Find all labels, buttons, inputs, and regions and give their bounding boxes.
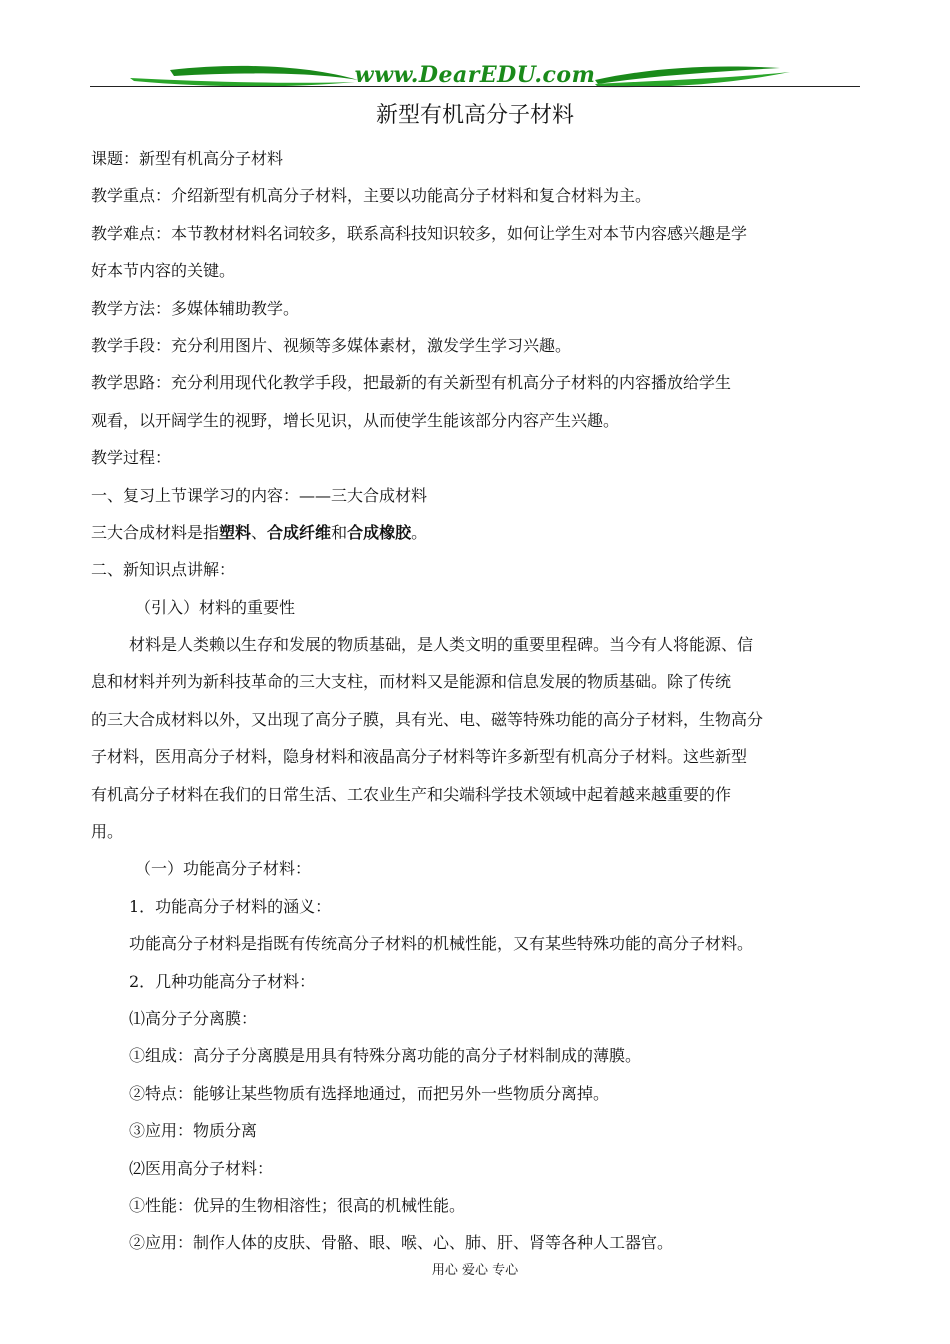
text-line: （引入）材料的重要性 bbox=[135, 597, 296, 617]
text-run: 。 bbox=[411, 522, 428, 542]
text-run: 三大合成材料是指 bbox=[91, 522, 220, 542]
text-line: ⑴高分子分离膜： bbox=[129, 1008, 258, 1028]
header-divider bbox=[90, 86, 860, 87]
text-line: （一）功能高分子材料： bbox=[135, 859, 312, 879]
text-line: 材料是人类赖以生存和发展的物质基础，是人类文明的重要里程碑。当今有人将能源、信 bbox=[129, 635, 754, 655]
text-line: ②应用：制作人体的皮肤、骨骼、眼、喉、心、肺、肝、肾等各种人工器官。 bbox=[129, 1233, 674, 1253]
text-line: ①性能：优异的生物相溶性；很高的机械性能。 bbox=[129, 1195, 466, 1215]
text-line: 1．功能高分子材料的涵义： bbox=[129, 896, 332, 916]
site-header-banner bbox=[90, 58, 860, 94]
text-line: 教学难点：本节教材材料名词较多，联系高科技知识较多，如何让学生对本节内容感兴趣是学 bbox=[91, 223, 748, 243]
text-line: 教学思路：充分利用现代化教学手段，把最新的有关新型有机高分子材料的内容播放给学生 bbox=[91, 373, 732, 393]
text-line: 观看，以开阔学生的视野，增长见识，从而使学生能该部分内容产生兴趣。 bbox=[91, 410, 620, 430]
text-line: 的三大合成材料以外，又出现了高分子膜，具有光、电、磁等特殊功能的高分子材料，生物高分 bbox=[91, 709, 764, 729]
text-line: 用。 bbox=[91, 822, 124, 842]
text-line: 教学方法：多媒体辅助教学。 bbox=[91, 298, 300, 318]
text-line: 教学手段：充分利用图片、视频等多媒体素材，激发学生学习兴趣。 bbox=[91, 335, 572, 355]
text-line: 一、复习上节课学习的内容：——三大合成材料 bbox=[91, 485, 428, 505]
text-line: ③应用：物质分离 bbox=[129, 1121, 258, 1141]
page-footer: 用心 爱心 专心 bbox=[431, 1263, 519, 1278]
text-line: 好本节内容的关键。 bbox=[91, 261, 236, 281]
text-line: 有机高分子材料在我们的日常生活、工农业生产和尖端科学技术领域中起着越来越重要的作 bbox=[91, 784, 732, 804]
text-line: 功能高分子材料是指既有传统高分子材料的机械性能，又有某些特殊功能的高分子材料。 bbox=[129, 934, 754, 954]
text-line: 息和材料并列为新科技革命的三大支柱，而材料又是能源和信息发展的物质基础。除了传统 bbox=[91, 672, 732, 692]
document-body bbox=[91, 140, 881, 1262]
text-line: ①组成：高分子分离膜是用具有特殊分离功能的高分子材料制成的薄膜。 bbox=[129, 1046, 642, 1066]
text-line: 教学重点：介绍新型有机高分子材料，主要以功能高分子材料和复合材料为主。 bbox=[91, 186, 652, 206]
text-run: 和 bbox=[331, 522, 348, 542]
bold-term: 塑料 bbox=[219, 522, 252, 542]
text-line: 子材料，医用高分子材料，隐身材料和液晶高分子材料等许多新型有机高分子材料。这些新型 bbox=[91, 747, 748, 767]
text-line: 2．几种功能高分子材料： bbox=[129, 971, 316, 991]
text-run: 、 bbox=[251, 522, 268, 542]
text-line: 二、新知识点讲解： bbox=[91, 560, 236, 580]
text-line-mixed bbox=[91, 514, 881, 551]
bold-term: 合成纤维 bbox=[267, 522, 332, 542]
site-logo-text: www.DearEDU.com bbox=[354, 62, 596, 88]
bold-term: 合成橡胶 bbox=[347, 522, 412, 542]
text-line: ⑵医用高分子材料： bbox=[129, 1158, 274, 1178]
text-line: ②特点：能够让某些物质有选择地通过，而把另外一些物质分离掉。 bbox=[129, 1083, 610, 1103]
text-line: 教学过程： bbox=[91, 448, 172, 468]
text-line: 课题：新型有机高分子材料 bbox=[91, 149, 284, 168]
page-title: 新型有机高分子材料 bbox=[375, 103, 574, 128]
